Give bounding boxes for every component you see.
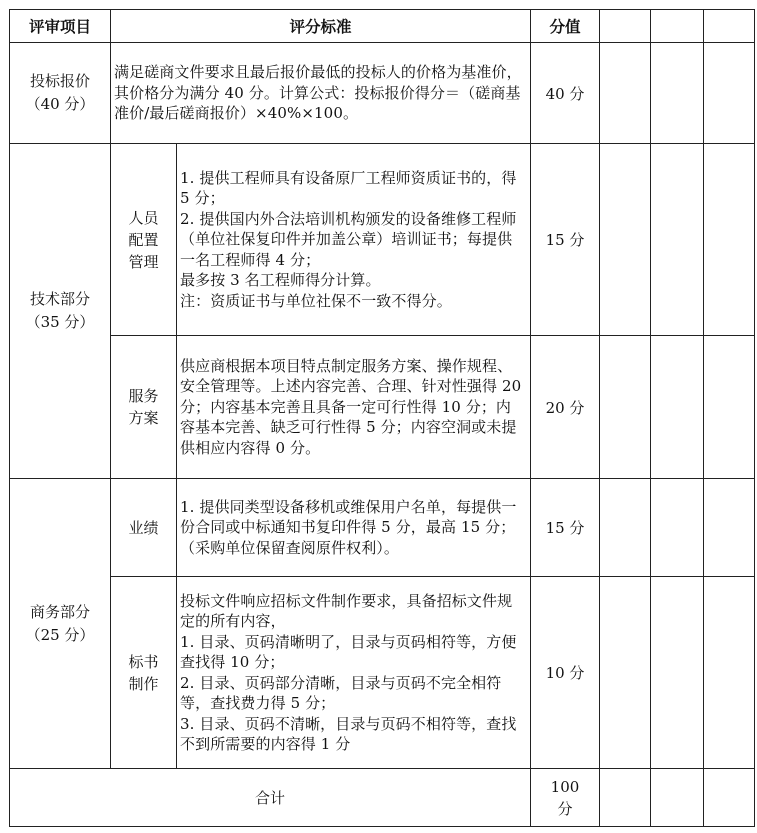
scoring-table <box>9 9 755 827</box>
header-blank-2 <box>651 10 704 43</box>
staff-label-line: 人员 <box>128 208 159 227</box>
bid-criteria-line: 投标文件响应招标文件制作要求，具备招标文件规定的所有内容， <box>180 591 513 630</box>
staff-blank-3 <box>704 144 755 336</box>
bid-score: 10 分 <box>531 577 600 769</box>
service-blank-1 <box>600 336 651 479</box>
bid-criteria-line: 3. 目录、页码不清晰，目录与页码不相符等，查找不到所需要的内容得 1 分 <box>180 714 517 753</box>
price-blank-3 <box>704 43 755 144</box>
staff-label-line: 管理 <box>128 252 159 271</box>
tech-category-points: （35 分） <box>25 313 95 331</box>
total-blank-3 <box>704 769 755 827</box>
bid-criteria <box>177 577 531 769</box>
bid-criteria-line: 2. 目录、页码部分清晰，目录与页码不完全相符等，查找费力得 5 分； <box>180 673 502 712</box>
total-label: 合计 <box>10 769 531 827</box>
staff-criteria <box>177 144 531 336</box>
bid-label <box>111 577 177 769</box>
bid-label-line: 制作 <box>128 674 159 693</box>
biz-performance-row <box>10 479 755 577</box>
biz-category <box>10 479 111 769</box>
performance-criteria: 1. 提供同类型设备移机或维保用户名单，每提供一份合同或中标通知书复印件得 5 分，最高 15 分；（采购单位保留查阅原件权利）。 <box>177 479 531 577</box>
total-blank-2 <box>651 769 704 827</box>
service-label-line: 服务 <box>128 387 159 405</box>
bid-blank-1 <box>600 577 651 769</box>
price-criteria: 满足磋商文件要求且最后报价最低的投标人的价格为基准价，其价格分为满分 40 分。计算公式：投标报价得分＝（磋商基准价/最后磋商报价）×40%×100。 <box>111 43 531 144</box>
service-label-line: 方案 <box>128 409 159 427</box>
header-row <box>10 10 755 43</box>
price-score: 40 分 <box>531 43 600 144</box>
staff-criteria-line: 2. 提供国内外合法培训机构颁发的设备维修工程师（单位社保复印件并加盖公章）培训证书；每提供一名工程师得 4 分； <box>180 209 517 269</box>
service-criteria: 供应商根据本项目特点制定服务方案、操作规程、安全管理等。上述内容完善、合理、针对性强得 20 分；内容基本完善且具备一定可行性得 10 分；内容基本完善、缺乏可行性得 5 分；内容空洞或未提供相应内容得 0 分。 <box>177 336 531 479</box>
biz-bid-row <box>10 577 755 769</box>
performance-score: 15 分 <box>531 479 600 577</box>
staff-criteria-line: 注：资质证书与单位社保不一致不得分。 <box>180 291 452 310</box>
header-criteria: 评分标准 <box>111 10 531 43</box>
bid-label-line: 标书 <box>128 652 159 671</box>
tech-category-title: 技术部分 <box>29 290 90 308</box>
total-row <box>10 769 755 827</box>
biz-category-points: （25 分） <box>25 625 95 644</box>
service-score: 20 分 <box>531 336 600 479</box>
bid-blank-3 <box>704 577 755 769</box>
price-category-title: 投标报价 <box>29 72 90 90</box>
staff-label <box>111 144 177 336</box>
tech-category <box>10 144 111 479</box>
total-score <box>531 769 600 827</box>
header-score: 分值 <box>531 10 600 43</box>
header-item: 评审项目 <box>10 10 111 43</box>
service-blank-2 <box>651 336 704 479</box>
total-blank-1 <box>600 769 651 827</box>
total-score-line: 分 <box>557 799 573 818</box>
service-label <box>111 336 177 479</box>
bid-blank-2 <box>651 577 704 769</box>
header-blank-1 <box>600 10 651 43</box>
price-category-points: （40 分） <box>25 95 95 113</box>
service-blank-3 <box>704 336 755 479</box>
staff-blank-2 <box>651 144 704 336</box>
performance-blank-1 <box>600 479 651 577</box>
total-score-line: 100 <box>550 777 580 796</box>
staff-blank-1 <box>600 144 651 336</box>
performance-blank-3 <box>704 479 755 577</box>
tech-staff-row <box>10 144 755 336</box>
tech-service-row <box>10 336 755 479</box>
price-blank-1 <box>600 43 651 144</box>
performance-label: 业绩 <box>111 479 177 577</box>
price-category <box>10 43 111 144</box>
staff-criteria-line: 1. 提供工程师具有设备原厂工程师资质证书的，得 5 分； <box>180 168 517 208</box>
staff-score: 15 分 <box>531 144 600 336</box>
header-blank-3 <box>704 10 755 43</box>
price-row <box>10 43 755 144</box>
performance-blank-2 <box>651 479 704 577</box>
price-blank-2 <box>651 43 704 144</box>
bid-criteria-line: 1. 目录、页码清晰明了，目录与页码相符等，方便查找得 10 分； <box>180 632 517 671</box>
biz-category-title: 商务部分 <box>29 602 90 621</box>
staff-label-line: 配置 <box>128 230 159 249</box>
staff-criteria-line: 最多按 3 名工程师得分计算。 <box>180 271 381 290</box>
